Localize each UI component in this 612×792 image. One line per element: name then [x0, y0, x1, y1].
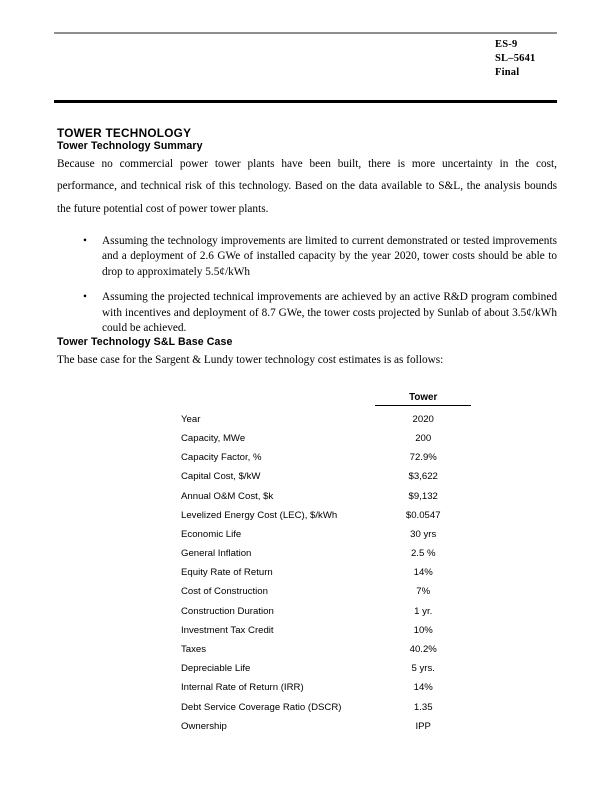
table-cell-label: Depreciable Life: [181, 663, 251, 675]
table-cell-value: 40.2%: [409, 644, 437, 656]
list-item-text: Assuming the projected technical improvements are achieved by an active R&D program combined with incentives and deployment of 8.7 GWe, the tower costs projected by Sunlab of about 3.5¢/kWh could be achieved.: [102, 291, 557, 334]
table-cell-value: 2020: [412, 413, 434, 425]
table-cell-label: Debt Service Coverage Ratio (DSCR): [181, 701, 342, 713]
table-cell-value: $9,132: [408, 490, 438, 502]
table-row: [181, 448, 471, 467]
table-cell-value: 30 yrs: [410, 528, 437, 540]
header-line-report-id: ES-9: [495, 39, 518, 50]
table-cell-label: Annual O&M Cost, $k: [181, 490, 274, 502]
table-cell-label: Taxes: [181, 644, 207, 656]
list-item-text: Assuming the technology improvements are limited to current demonstrated or tested improvements and a deployment of 2.6 GWe of installed capacity by the year 2020, tower costs should be able to drop to approximately 5.5¢/kWh: [102, 234, 557, 278]
base-case-cost-table: [181, 386, 471, 736]
header-line-project-number: SL–5641: [495, 53, 536, 65]
table-row: [181, 486, 471, 505]
table-row: [181, 544, 471, 563]
table-cell-label: Year: [181, 413, 201, 425]
table-cell-label: Levelized Energy Cost (LEC), $/kWh: [181, 509, 338, 521]
document-body: [57, 126, 557, 372]
table-row: [181, 582, 471, 601]
table-row: [181, 429, 471, 448]
table-header-row: [181, 386, 471, 405]
table-row: [181, 698, 471, 717]
base-case-paragraph: The base case for the Sargent & Lundy tower technology cost estimates is as follows:: [57, 354, 444, 367]
table-cell-label: Construction Duration: [181, 605, 274, 617]
table-row: [181, 525, 471, 544]
table-row: [181, 405, 471, 429]
table-cell-value: 1.35: [413, 701, 433, 713]
table-cell-value: 72.9%: [409, 452, 437, 464]
table-cell-value: IPP: [415, 720, 431, 732]
table-header-tower: Tower: [375, 386, 471, 405]
table-cell-value: 7%: [416, 586, 431, 598]
bullet-icon: •: [83, 234, 87, 247]
table-row: [181, 659, 471, 678]
table-cell-label: Equity Rate of Return: [181, 567, 273, 579]
table-row: [181, 678, 471, 697]
table-cell-label: Investment Tax Credit: [181, 624, 274, 636]
table-cell-value: 200: [415, 432, 432, 444]
running-header: [495, 38, 536, 81]
table-body: [181, 405, 471, 736]
header-rule-bottom: [54, 100, 557, 103]
table-cell-label: Internal Rate of Return (IRR): [181, 682, 304, 694]
header-line-status: Final: [495, 67, 520, 79]
table-row: [181, 602, 471, 621]
header-rule-top: [54, 32, 557, 34]
table-cell-value: 10%: [413, 624, 433, 636]
table-cell-label: Capacity Factor, %: [181, 452, 262, 464]
table-row: [181, 717, 471, 736]
table-row: [181, 563, 471, 582]
table-cell-value: $3,622: [408, 471, 438, 483]
table-cell-value: 5 yrs.: [411, 663, 435, 675]
table-cell-value: 2.5 %: [410, 548, 436, 560]
summary-paragraph: Because no commercial power tower plants have been built, there is more uncertainty in the cost, performance, and technical risk of this technology. Based on the data available to S&L, the analysis bounds the future potential cost of power tower plants.: [57, 158, 557, 215]
bullet-icon: •: [83, 291, 87, 304]
table-row: [181, 640, 471, 659]
table-row: [181, 621, 471, 640]
list-item: [57, 234, 557, 280]
table-cell-label: Capacity, MWe: [181, 432, 246, 444]
section-heading-summary: Tower Technology Summary: [57, 140, 203, 152]
table-cell-label: Ownership: [181, 720, 227, 732]
page-title: TOWER TECHNOLOGY: [57, 126, 192, 140]
section-heading-base-case: Tower Technology S&L Base Case: [57, 336, 233, 349]
table-cell-value: 14%: [413, 682, 433, 694]
table-row: [181, 506, 471, 525]
table-cell-value: 14%: [413, 567, 433, 579]
table-header-parameter: [181, 386, 375, 405]
table-cell-label: Capital Cost, $/kW: [181, 471, 261, 483]
list-item: [57, 290, 557, 336]
table-cell-label: Cost of Construction: [181, 586, 268, 598]
table-cell-label: Economic Life: [181, 528, 242, 540]
table-cell-value: 1 yr.: [414, 605, 433, 617]
table-cell-label: General Inflation: [181, 548, 252, 560]
table-row: [181, 467, 471, 486]
summary-bullet-list: [57, 234, 557, 336]
table-cell-value: $0.0547: [405, 509, 441, 521]
